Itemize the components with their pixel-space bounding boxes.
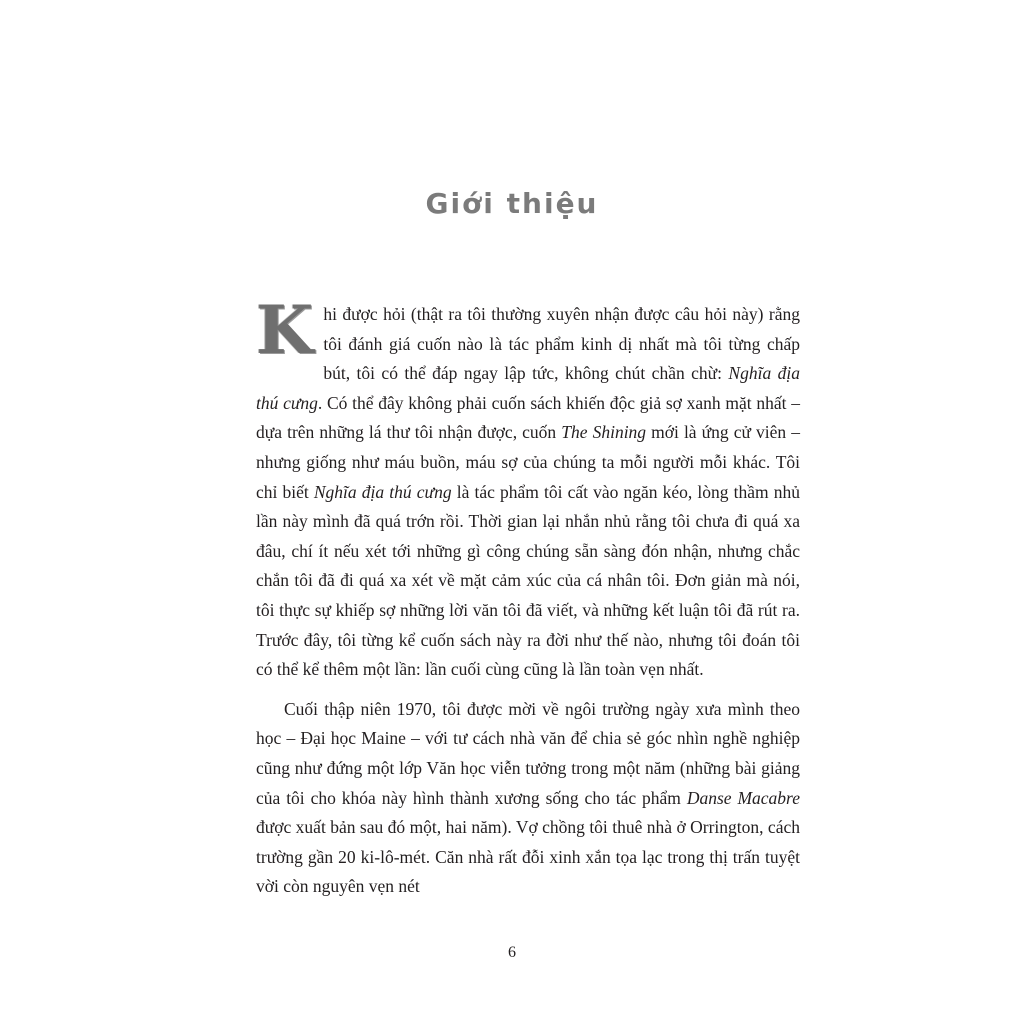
book-title-italic: Nghĩa địa thú cưng <box>313 481 452 502</box>
text-run: hi được hỏi (thật ra tôi thường xuyên nhận được câu hỏi này) rằng tôi đánh giá cuốn nào là tác phẩm kinh dị nhất mà tôi từng chấp bút, tôi có thể đáp ngay lập tức, không chút chần chừ: <box>323 304 800 384</box>
body-text <box>256 291 800 902</box>
text-run: mới là ứng cử viên – nhưng giống như máu buồn, máu sợ của chúng ta mỗi người mỗi khác. Tôi chỉ biết <box>256 422 800 502</box>
drop-cap: K <box>256 291 314 369</box>
text-run: là tác phẩm tôi cất vào ngăn kéo, lòng thầm nhủ lần này mình đã quá trớn rồi. Thời gian lại nhắn nhủ rằng tôi chưa đi quá xa đâu, chí ít nếu xét tới những gì công chúng sẵn sàng đón nhận, nhưng chắc chắn tôi đã đi quá xa xét về mặt cảm xúc của cá nhân tôi. Đơn giản mà nói, tôi thực sự khiếp sợ những lời văn tôi đã viết, và những kết luận tôi đã rút ra. Trước đây, tôi từng kể cuốn sách này ra đời như thế nào, nhưng tôi đoán tôi có thể kể thêm một lần: lần cuối cùng cũng là lần toàn vẹn nhất. <box>256 481 800 680</box>
paragraph-2 <box>256 695 800 902</box>
text-run: Cuối thập niên 1970, tôi được mời về ngôi trường ngày xưa mình theo học – Đại học Maine – với tư cách nhà văn để chia sẻ góc nhìn nghề nghiệp cũng như đứng một lớp Văn học viễn tưởng trong một năm (những bài giảng của tôi cho khóa này hình thành xương sống cho tác phẩm <box>256 698 800 808</box>
book-title-italic: The Shining <box>561 422 647 443</box>
text-run: được xuất bản sau đó một, hai năm). Vợ chồng tôi thuê nhà ở Orrington, cách trường gần 20 ki-lô-mét. Căn nhà rất đỗi xinh xắn tọa lạc trong thị trấn tuyệt vời còn nguyên vẹn nét <box>256 817 800 897</box>
text-run: . Có thể đây không phải cuốn sách khiến độc giả sợ xanh mặt nhất – dựa trên những lá thư tôi nhận được, cuốn <box>256 392 800 443</box>
page-number: 6 <box>508 944 516 961</box>
chapter-title: Giới thiệu <box>425 186 599 220</box>
paragraph-1 <box>256 291 800 685</box>
book-title-italic: Danse Macabre <box>686 787 800 808</box>
book-title-italic: Nghĩa địa thú cưng <box>256 363 800 413</box>
